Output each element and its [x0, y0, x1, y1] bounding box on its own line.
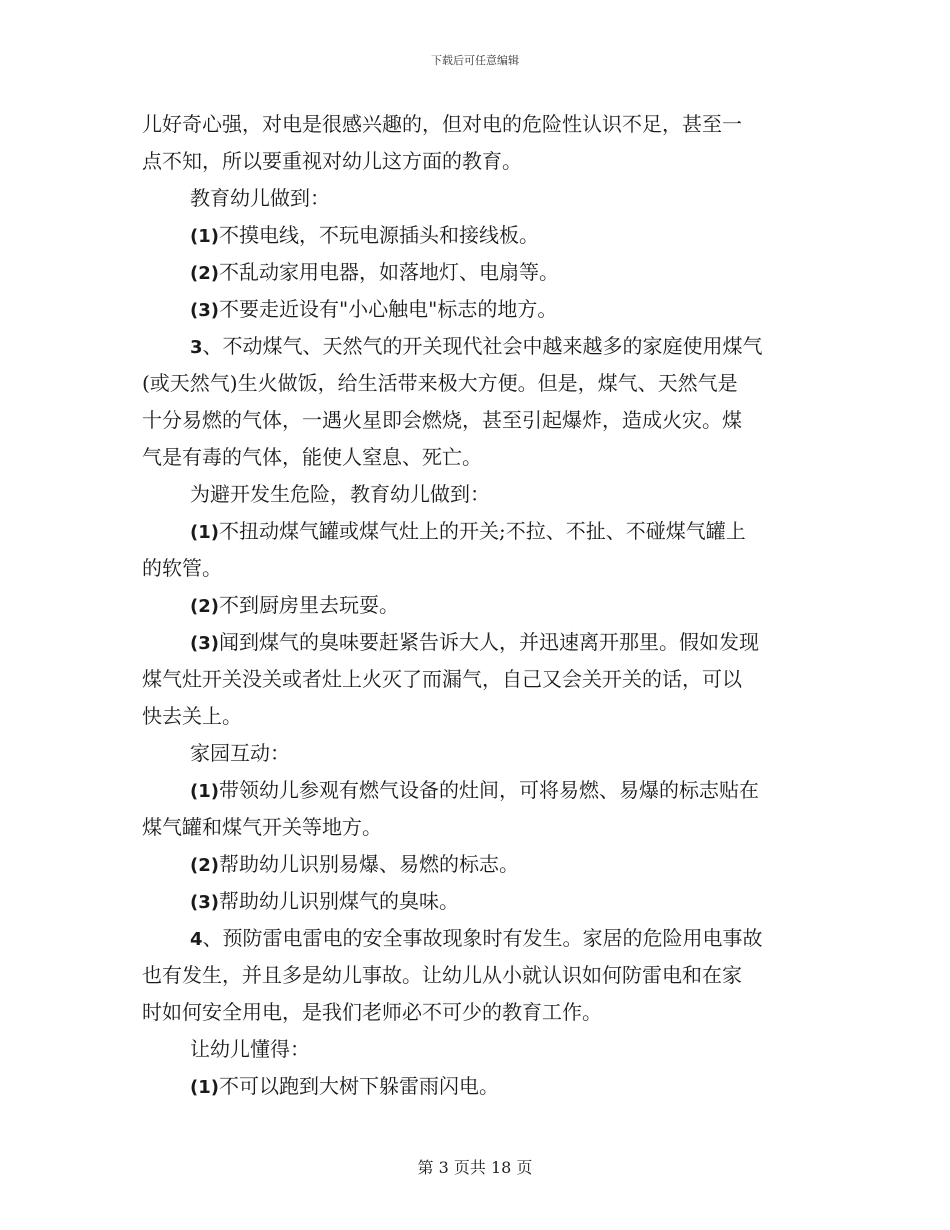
- item-number: (1): [190, 1077, 219, 1098]
- document-body: [142, 106, 812, 1105]
- item-number: (1): [190, 781, 219, 802]
- list-item: (1)不扭动煤气罐或煤气灶上的开关;不拉、不扯、不碰煤气罐上: [190, 519, 746, 543]
- text-line: 的软管。: [142, 556, 222, 580]
- section-number: 3: [190, 337, 203, 358]
- section-heading-line: 4、预防雷电雷电的安全事故现象时有发生。家居的危险用电事故: [190, 926, 763, 950]
- text-line: 为避开发生危险，教育幼儿做到：: [190, 482, 490, 506]
- item-number: (2): [190, 263, 219, 284]
- text-line: 儿好奇心强，对电是很感兴趣的，但对电的危险性认识不足，甚至一: [142, 112, 742, 136]
- text-line: 家园互动：: [190, 741, 290, 765]
- text-line: 十分易燃的气体，一遇火星即会燃烧，甚至引起爆炸，造成火灾。煤: [142, 408, 742, 432]
- page-header: 下载后可任意编辑: [431, 54, 519, 67]
- list-item: (1)不可以跑到大树下躲雷雨闪电。: [190, 1074, 499, 1098]
- item-number: (1): [190, 522, 219, 543]
- text-line: 快去关上。: [142, 704, 242, 728]
- list-item: (3)帮助幼儿识别煤气的臭味。: [190, 889, 459, 913]
- text-line: 点不知，所以要重视对幼儿这方面的教育。: [142, 149, 522, 173]
- list-item: (1)带领幼儿参观有燃气设备的灶间，可将易燃、易爆的标志贴在: [190, 778, 759, 802]
- text-line: 时如何安全用电，是我们老师必不可少的教育工作。: [142, 1000, 602, 1024]
- item-number: (1): [190, 226, 219, 247]
- item-number: (2): [190, 855, 219, 876]
- section-heading-line: 3、不动煤气、天然气的开关现代社会中越来越多的家庭使用煤气: [190, 334, 763, 358]
- item-number: (3): [190, 633, 219, 654]
- item-number: (3): [190, 892, 219, 913]
- list-item: (3)不要走近设有"小心触电"标志的地方。: [190, 297, 558, 321]
- text-line: 也有发生，并且多是幼儿事故。让幼儿从小就认识如何防雷电和在家: [142, 963, 742, 987]
- item-number: (3): [190, 300, 219, 321]
- list-item: (2)不乱动家用电器，如落地灯、电扇等。: [190, 260, 559, 284]
- list-item: (3)闻到煤气的臭味要赶紧告诉大人，并迅速离开那里。假如发现: [190, 630, 759, 654]
- list-item: (1)不摸电线，不玩电源插头和接线板。: [190, 223, 539, 247]
- text-line: 煤气罐和煤气开关等地方。: [142, 815, 382, 839]
- item-number: (2): [190, 596, 219, 617]
- list-item: (2)帮助幼儿识别易爆、易燃的标志。: [190, 852, 519, 876]
- text-line: (或天然气)生火做饭，给生活带来极大方便。但是，煤气、天然气是: [142, 371, 738, 395]
- text-line: 气是有毒的气体，能使人窒息、死亡。: [142, 445, 482, 469]
- page-footer: 第 3 页共 18 页: [417, 1158, 533, 1177]
- text-line: 让幼儿懂得：: [190, 1037, 310, 1061]
- text-line: 教育幼儿做到：: [190, 186, 330, 210]
- text-line: 煤气灶开关没关或者灶上火灭了而漏气，自己又会关开关的话，可以: [142, 667, 742, 691]
- list-item: (2)不到厨房里去玩耍。: [190, 593, 399, 617]
- section-number: 4: [190, 929, 203, 950]
